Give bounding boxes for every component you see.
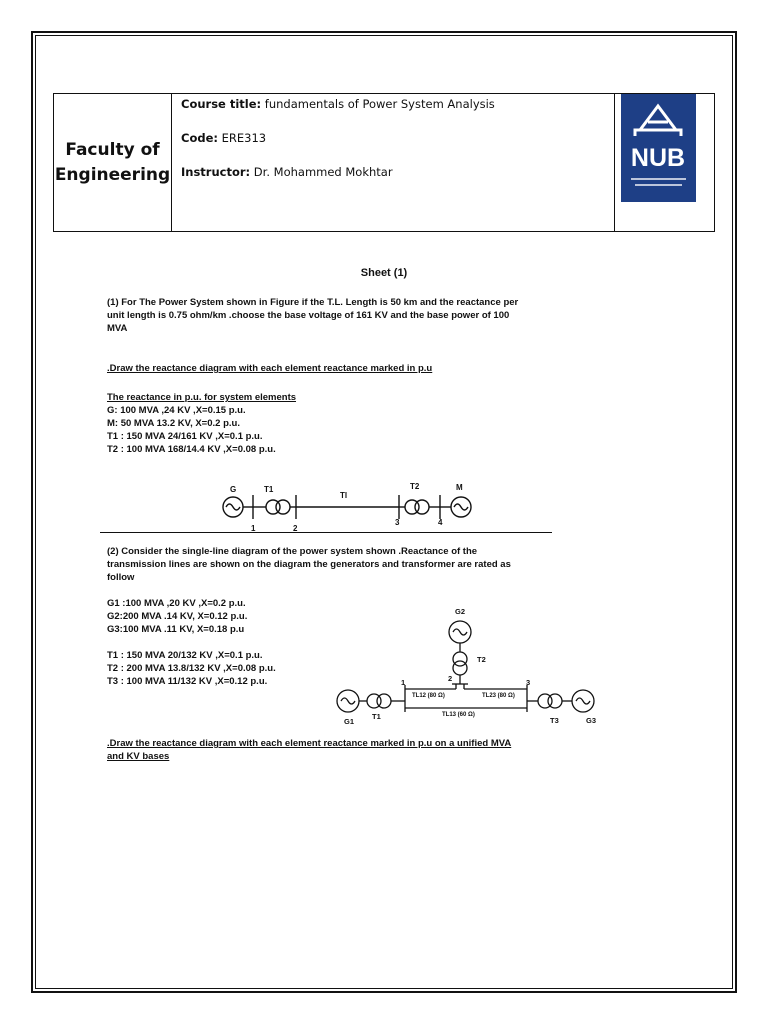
q2-single-line-diagram	[330, 600, 605, 730]
generator-g2-wave	[453, 629, 467, 635]
label-bus-2: 2	[448, 674, 453, 683]
label-tl13: TL13 (60 Ω)	[442, 712, 475, 718]
label-tl23: TL23 (80 Ω)	[482, 693, 515, 699]
course-code-value: ERE313	[217, 131, 267, 145]
q2-task-line-2: and KV bases	[107, 751, 170, 762]
label-m: M	[456, 483, 463, 492]
q1-text-line-1: (1) For The Power System shown in Figure if the T.L. Length is 50 km and the reactance per	[107, 297, 519, 308]
label-bus-1: 1	[251, 524, 256, 533]
label-bus-3: 3	[526, 678, 531, 687]
transformer-t2-winding-2	[415, 500, 429, 514]
university-logo	[621, 94, 696, 202]
transformer-t2-winding-2	[453, 661, 467, 675]
q2-trans-t3: T3 : 100 MVA 11/132 KV ,X=0.12 p.u.	[107, 676, 268, 687]
course-title-value: fundamentals of Power System Analysis	[261, 97, 495, 111]
q2-gen-g2: G2:200 MVA .14 KV, X=0.12 p.u.	[107, 611, 248, 622]
label-g3: G3	[586, 716, 597, 725]
label-t1: T1	[372, 712, 381, 721]
label-tl: Tl	[340, 491, 348, 500]
instructor-label: Instructor:	[181, 165, 251, 179]
faculty-cell	[54, 94, 172, 231]
label-g2: G2	[455, 607, 466, 616]
instructor-row	[181, 165, 393, 179]
course-code-row	[181, 131, 266, 145]
header-table	[53, 93, 715, 232]
instructor-value: Dr. Mohammed Mokhtar	[250, 165, 393, 179]
generator-g-wave	[226, 504, 240, 510]
q2-gen-g3: G3:100 MVA .11 KV, X=0.18 p.u	[107, 624, 245, 635]
label-tl12: TL12 (80 Ω)	[412, 693, 445, 699]
label-bus-1: 1	[401, 678, 406, 687]
q1-text-line-3: MVA	[107, 323, 128, 334]
q1-item-t2: T2 : 100 MVA 168/14.4 KV ,X=0.08 p.u.	[107, 444, 276, 455]
q2-task-line-1: .Draw the reactance diagram with each element reactance marked in p.u on a unified MVA	[107, 738, 512, 749]
q2-text-line-2: transmission lines are shown on the diagram the generators and transformer are rated as	[107, 559, 511, 570]
q2-trans-t2: T2 : 200 MVA 13.8/132 KV ,X=0.08 p.u.	[107, 663, 276, 674]
label-g: G	[230, 485, 237, 494]
course-title-label: Course title:	[181, 97, 262, 111]
label-t3: T3	[550, 716, 559, 725]
label-t2: T2	[410, 482, 420, 491]
label-bus-4: 4	[438, 518, 443, 527]
logo-tagline-mark	[631, 178, 686, 180]
q1-list-title: The reactance in p.u. for system elements	[107, 392, 297, 403]
course-info-cell	[172, 94, 615, 231]
logo-tagline-mark-2	[635, 184, 682, 186]
generator-g3-wave	[576, 698, 590, 704]
q2-trans-t1: T1 : 150 MVA 20/132 KV ,X=0.1 p.u.	[107, 650, 263, 661]
q1-text-line-2: unit length is 0.75 ohm/km .choose the base voltage of 161 KV and the base power of 100	[107, 310, 510, 321]
q1-item-g: G: 100 MVA ,24 KV ,X=0.15 p.u.	[107, 405, 246, 416]
sheet-title: Sheet (1)	[360, 267, 408, 279]
label-t2: T2	[477, 655, 486, 664]
transformer-t1-winding-2	[377, 694, 391, 708]
q2-text-line-3: follow	[107, 572, 135, 583]
transformer-t1-winding-2	[276, 500, 290, 514]
q1-single-line-diagram	[210, 478, 490, 534]
label-bus-3: 3	[395, 518, 400, 527]
q1-task: .Draw the reactance diagram with each element reactance marked in p.u	[107, 363, 433, 374]
motor-m-wave	[454, 504, 468, 510]
logo-text: NUB	[630, 144, 686, 172]
course-code-label: Code:	[181, 131, 218, 145]
q2-text-line-1: (2) Consider the single-line diagram of the power system shown .Reactance of the	[107, 546, 478, 557]
label-bus-2: 2	[293, 524, 298, 533]
faculty-line-1: Faculty of	[65, 139, 160, 160]
logo-emblem-icon	[635, 106, 681, 136]
generator-g1-wave	[341, 698, 355, 704]
transformer-t3-winding-2	[548, 694, 562, 708]
section-divider	[100, 532, 552, 533]
q1-item-t1: T1 : 150 MVA 24/161 KV ,X=0.1 p.u.	[107, 431, 263, 442]
q2-gen-g1: G1 :100 MVA ,20 KV ,X=0.2 p.u.	[107, 598, 246, 609]
label-g1: G1	[344, 717, 355, 726]
faculty-line-2: Engineering	[54, 164, 171, 185]
label-t1: T1	[264, 485, 274, 494]
course-title-row	[181, 97, 495, 111]
q1-item-m: M: 50 MVA 13.2 KV, X=0.2 p.u.	[107, 418, 240, 429]
